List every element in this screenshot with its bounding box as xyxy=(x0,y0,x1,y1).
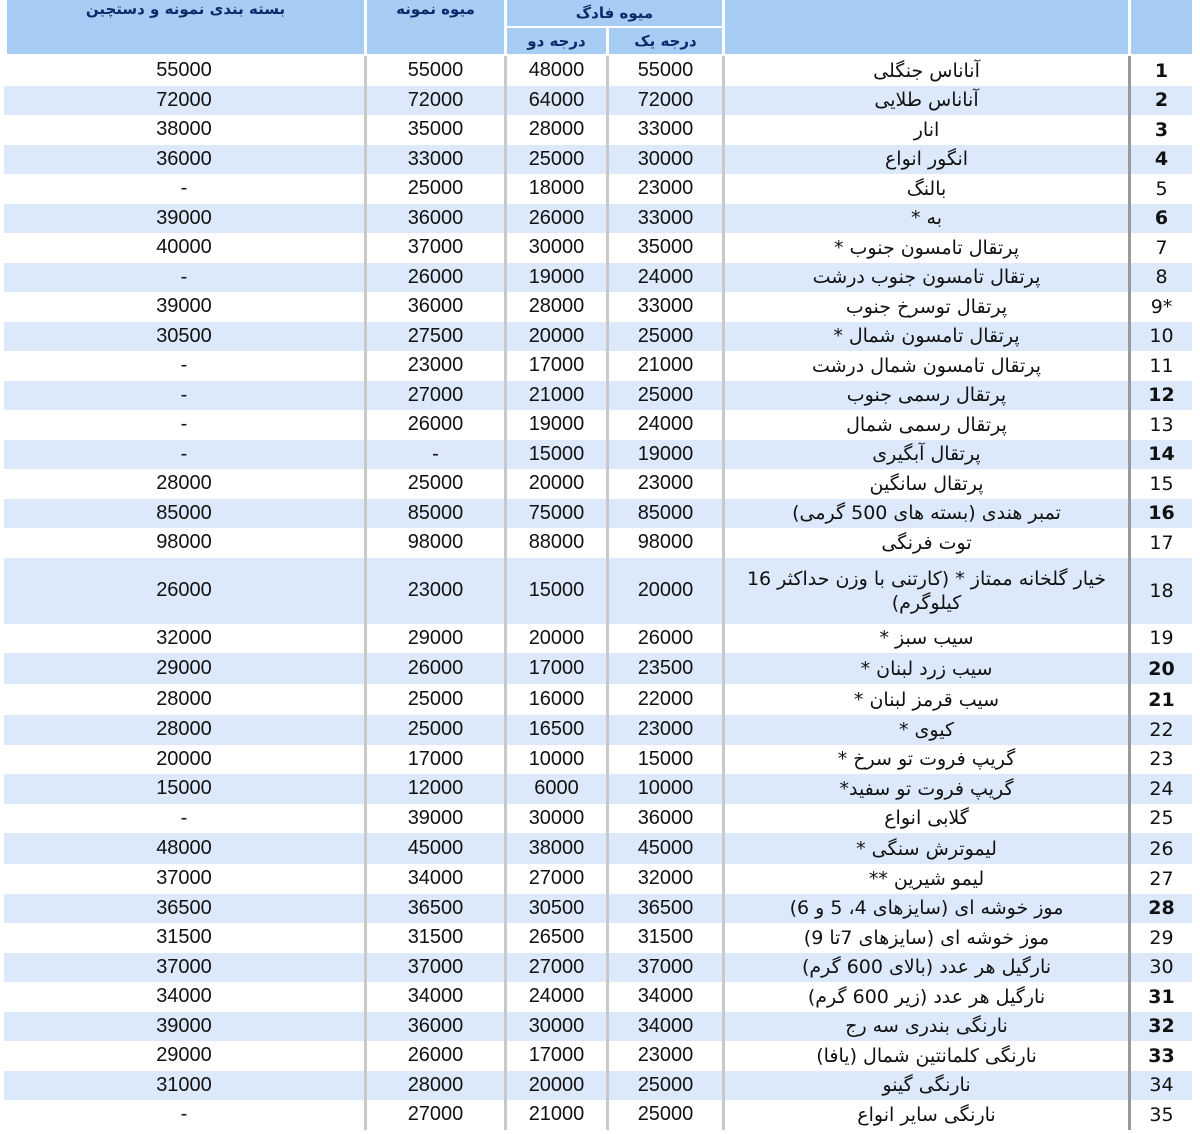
sample-price-cell: 55000 xyxy=(364,56,504,86)
grade1-price-cell: 34000 xyxy=(606,1012,722,1042)
table-row xyxy=(4,624,1192,654)
table-row xyxy=(4,145,1192,175)
packaged-price-cell: - xyxy=(4,263,364,293)
row-number-cell: 5 xyxy=(1128,174,1192,204)
row-number-cell: 17 xyxy=(1128,528,1192,558)
sample-price-cell: 23000 xyxy=(364,351,504,381)
row-number-cell: 13 xyxy=(1128,410,1192,440)
packaged-price-cell: 26000 xyxy=(4,558,364,624)
table-row xyxy=(4,1100,1192,1130)
grade1-price-cell: 36000 xyxy=(606,804,722,834)
header-fruit xyxy=(722,0,1128,56)
fruit-name-cell: آناناس جنگلی xyxy=(722,56,1128,86)
grade2-price-cell: 88000 xyxy=(504,528,606,558)
row-number-cell: 10 xyxy=(1128,322,1192,352)
row-number-cell: 35 xyxy=(1128,1100,1192,1130)
grade2-price-cell: 21000 xyxy=(504,381,606,411)
table-row xyxy=(4,953,1192,983)
fruit-name-cell: سیب سبز * xyxy=(722,624,1128,654)
fruit-name-cell: گریپ فروت تو سفید* xyxy=(722,774,1128,804)
packaged-price-cell: - xyxy=(4,440,364,470)
fruit-name-cell: پرتقال تامسون جنوب درشت xyxy=(722,263,1128,293)
grade2-price-cell: 17000 xyxy=(504,351,606,381)
fruit-name-cell: گریپ فروت تو سرخ * xyxy=(722,745,1128,775)
grade2-price-cell: 25000 xyxy=(504,145,606,175)
grade2-price-cell: 19000 xyxy=(504,410,606,440)
row-number-cell: 31 xyxy=(1128,982,1192,1012)
grade1-price-cell: 31500 xyxy=(606,923,722,953)
sample-price-cell: 25000 xyxy=(364,469,504,499)
table-row xyxy=(4,774,1192,804)
table-row xyxy=(4,833,1192,864)
fruit-name-cell: پرتقال تامسون جنوب * xyxy=(722,233,1128,263)
packaged-price-cell: 39000 xyxy=(4,1012,364,1042)
sample-price-cell: 26000 xyxy=(364,263,504,293)
fruit-name-cell: سیب قرمز لبنان * xyxy=(722,684,1128,715)
table-row xyxy=(4,528,1192,558)
row-number-cell: 3 xyxy=(1128,115,1192,145)
row-number-cell: 21 xyxy=(1128,684,1192,715)
table-row xyxy=(4,115,1192,145)
sample-price-cell: 72000 xyxy=(364,86,504,116)
grade1-price-cell: 25000 xyxy=(606,1100,722,1130)
sample-price-cell: 26000 xyxy=(364,410,504,440)
grade2-price-cell: 27000 xyxy=(504,953,606,983)
table-row xyxy=(4,1041,1192,1071)
fruit-name-cell: توت فرنگی xyxy=(722,528,1128,558)
grade1-price-cell: 98000 xyxy=(606,528,722,558)
row-number-cell: 1 xyxy=(1128,56,1192,86)
table-row xyxy=(4,864,1192,894)
row-number-cell: 16 xyxy=(1128,499,1192,529)
packaged-price-cell: 29000 xyxy=(4,1041,364,1071)
fruit-name-cell: لیمو شیرین ** xyxy=(722,864,1128,894)
grade1-price-cell: 33000 xyxy=(606,115,722,145)
sample-price-cell: 45000 xyxy=(364,833,504,864)
table-row xyxy=(4,233,1192,263)
row-number-cell: 33 xyxy=(1128,1041,1192,1071)
fruit-name-cell: سیب زرد لبنان * xyxy=(722,653,1128,684)
table-row xyxy=(4,86,1192,116)
grade2-price-cell: 27000 xyxy=(504,864,606,894)
grade1-price-cell: 25000 xyxy=(606,1071,722,1101)
row-number-cell: 29 xyxy=(1128,923,1192,953)
grade2-price-cell: 6000 xyxy=(504,774,606,804)
packaged-price-cell: 31500 xyxy=(4,923,364,953)
sample-price-cell: 36500 xyxy=(364,894,504,924)
row-number-cell: 4 xyxy=(1128,145,1192,175)
grade2-price-cell: 18000 xyxy=(504,174,606,204)
fruit-name-cell: نارگیل هر عدد (بالای 600 گرم) xyxy=(722,953,1128,983)
grade1-price-cell: 19000 xyxy=(606,440,722,470)
sample-price-cell: 98000 xyxy=(364,528,504,558)
fruit-name-cell: خیار گلخانه ممتاز * (کارتنی با وزن حداکثر 16 کیلوگرم) xyxy=(722,558,1128,624)
table-row xyxy=(4,1071,1192,1101)
grade1-price-cell: 23000 xyxy=(606,174,722,204)
packaged-price-cell: 31000 xyxy=(4,1071,364,1101)
row-number-cell: 2 xyxy=(1128,86,1192,116)
header-fresh-fruit: میوه فادگ xyxy=(504,0,722,28)
row-number-cell: 30 xyxy=(1128,953,1192,983)
packaged-price-cell: 29000 xyxy=(4,653,364,684)
fruit-name-cell: پرتقال تامسون شمال درشت xyxy=(722,351,1128,381)
grade2-price-cell: 48000 xyxy=(504,56,606,86)
grade2-price-cell: 30000 xyxy=(504,233,606,263)
table-row xyxy=(4,292,1192,322)
fruit-name-cell: پرتقال سانگین xyxy=(722,469,1128,499)
table-row xyxy=(4,351,1192,381)
packaged-price-cell: 34000 xyxy=(4,982,364,1012)
sample-price-cell: 28000 xyxy=(364,1071,504,1101)
grade1-price-cell: 33000 xyxy=(606,292,722,322)
grade1-price-cell: 26000 xyxy=(606,624,722,654)
grade2-price-cell: 30500 xyxy=(504,894,606,924)
packaged-price-cell: 15000 xyxy=(4,774,364,804)
sample-price-cell: 12000 xyxy=(364,774,504,804)
grade1-price-cell: 23000 xyxy=(606,715,722,745)
table-row xyxy=(4,558,1192,624)
sample-price-cell: 27000 xyxy=(364,1100,504,1130)
grade1-price-cell: 85000 xyxy=(606,499,722,529)
table-row xyxy=(4,499,1192,529)
packaged-price-cell: - xyxy=(4,351,364,381)
packaged-price-cell: 55000 xyxy=(4,56,364,86)
sample-price-cell: 85000 xyxy=(364,499,504,529)
fruit-name-cell: موز خوشه ای (سایزهای 4، 5 و 6) xyxy=(722,894,1128,924)
sample-price-cell: 17000 xyxy=(364,745,504,775)
row-number-cell: 23 xyxy=(1128,745,1192,775)
table-row xyxy=(4,56,1192,86)
grade2-price-cell: 20000 xyxy=(504,469,606,499)
packaged-price-cell: 40000 xyxy=(4,233,364,263)
row-number-cell: 24 xyxy=(1128,774,1192,804)
header-packaged: بسته بندی نمونه و دستچین xyxy=(4,0,364,56)
table-row xyxy=(4,894,1192,924)
grade1-price-cell: 55000 xyxy=(606,56,722,86)
row-number-cell: 27 xyxy=(1128,864,1192,894)
grade2-price-cell: 38000 xyxy=(504,833,606,864)
table-row xyxy=(4,982,1192,1012)
grade2-price-cell: 28000 xyxy=(504,292,606,322)
row-number-cell: 20 xyxy=(1128,653,1192,684)
table-row xyxy=(4,322,1192,352)
packaged-price-cell: - xyxy=(4,804,364,834)
grade1-price-cell: 21000 xyxy=(606,351,722,381)
table-header xyxy=(4,0,1192,56)
sample-price-cell: 35000 xyxy=(364,115,504,145)
sample-price-cell: 37000 xyxy=(364,233,504,263)
grade1-price-cell: 36500 xyxy=(606,894,722,924)
packaged-price-cell: 28000 xyxy=(4,715,364,745)
grade1-price-cell: 72000 xyxy=(606,86,722,116)
grade2-price-cell: 64000 xyxy=(504,86,606,116)
packaged-price-cell: 38000 xyxy=(4,115,364,145)
grade1-price-cell: 45000 xyxy=(606,833,722,864)
grade1-price-cell: 15000 xyxy=(606,745,722,775)
grade1-price-cell: 24000 xyxy=(606,263,722,293)
table-row xyxy=(4,381,1192,411)
packaged-price-cell: 72000 xyxy=(4,86,364,116)
fruit-name-cell: لیموترش سنگی * xyxy=(722,833,1128,864)
sample-price-cell: 33000 xyxy=(364,145,504,175)
sample-price-cell: 25000 xyxy=(364,715,504,745)
grade1-price-cell: 34000 xyxy=(606,982,722,1012)
packaged-price-cell: 37000 xyxy=(4,953,364,983)
sample-price-cell: 34000 xyxy=(364,864,504,894)
grade2-price-cell: 30000 xyxy=(504,1012,606,1042)
grade2-price-cell: 20000 xyxy=(504,322,606,352)
row-number-cell: *9 xyxy=(1128,292,1192,322)
fruit-name-cell: موز خوشه ای (سایزهای 7تا 9) xyxy=(722,923,1128,953)
fruit-name-cell: پرتقال رسمی جنوب xyxy=(722,381,1128,411)
sample-price-cell: 31500 xyxy=(364,923,504,953)
header-sample: میوه نمونه xyxy=(364,0,504,56)
row-number-cell: 32 xyxy=(1128,1012,1192,1042)
grade2-price-cell: 26500 xyxy=(504,923,606,953)
grade2-price-cell: 75000 xyxy=(504,499,606,529)
row-number-cell: 22 xyxy=(1128,715,1192,745)
sample-price-cell: 25000 xyxy=(364,684,504,715)
fruit-name-cell: انگور انواع xyxy=(722,145,1128,175)
grade2-price-cell: 30000 xyxy=(504,804,606,834)
row-number-cell: 12 xyxy=(1128,381,1192,411)
grade2-price-cell: 16500 xyxy=(504,715,606,745)
grade2-price-cell: 15000 xyxy=(504,440,606,470)
grade1-price-cell: 30000 xyxy=(606,145,722,175)
fruit-name-cell: تمبر هندی (بسته های 500 گرمی) xyxy=(722,499,1128,529)
grade2-price-cell: 20000 xyxy=(504,1071,606,1101)
table-row xyxy=(4,263,1192,293)
sample-price-cell: 39000 xyxy=(364,804,504,834)
grade1-price-cell: 20000 xyxy=(606,558,722,624)
fruit-name-cell: پرتقال آبگیری xyxy=(722,440,1128,470)
grade2-price-cell: 28000 xyxy=(504,115,606,145)
table-row xyxy=(4,469,1192,499)
packaged-price-cell: 30500 xyxy=(4,322,364,352)
sample-price-cell: 29000 xyxy=(364,624,504,654)
packaged-price-cell: 98000 xyxy=(4,528,364,558)
fruit-name-cell: نارنگی کلمانتین شمال (یافا) xyxy=(722,1041,1128,1071)
grade1-price-cell: 37000 xyxy=(606,953,722,983)
sample-price-cell: 27000 xyxy=(364,381,504,411)
grade2-price-cell: 15000 xyxy=(504,558,606,624)
table-row xyxy=(4,653,1192,684)
fruit-name-cell: نارگیل هر عدد (زیر 600 گرم) xyxy=(722,982,1128,1012)
fruit-name-cell: انار xyxy=(722,115,1128,145)
fruit-name-cell: کیوی * xyxy=(722,715,1128,745)
table-body xyxy=(4,56,1192,1130)
header-grade1: درجه یک xyxy=(606,28,722,56)
table-row xyxy=(4,440,1192,470)
grade2-price-cell: 24000 xyxy=(504,982,606,1012)
header-row-number xyxy=(1128,0,1192,56)
grade1-price-cell: 24000 xyxy=(606,410,722,440)
table-row xyxy=(4,923,1192,953)
fruit-name-cell: به * xyxy=(722,204,1128,234)
sample-price-cell: 36000 xyxy=(364,204,504,234)
sample-price-cell: 36000 xyxy=(364,1012,504,1042)
packaged-price-cell: - xyxy=(4,381,364,411)
table-row xyxy=(4,804,1192,834)
packaged-price-cell: 48000 xyxy=(4,833,364,864)
row-number-cell: 19 xyxy=(1128,624,1192,654)
grade1-price-cell: 22000 xyxy=(606,684,722,715)
table-row xyxy=(4,204,1192,234)
row-number-cell: 28 xyxy=(1128,894,1192,924)
grade1-price-cell: 35000 xyxy=(606,233,722,263)
sample-price-cell: 25000 xyxy=(364,174,504,204)
packaged-price-cell: 85000 xyxy=(4,499,364,529)
sample-price-cell: 37000 xyxy=(364,953,504,983)
packaged-price-cell: 39000 xyxy=(4,204,364,234)
grade2-price-cell: 17000 xyxy=(504,1041,606,1071)
fruit-name-cell: گلابی انواع xyxy=(722,804,1128,834)
grade1-price-cell: 23000 xyxy=(606,1041,722,1071)
packaged-price-cell: 32000 xyxy=(4,624,364,654)
grade2-price-cell: 10000 xyxy=(504,745,606,775)
row-number-cell: 11 xyxy=(1128,351,1192,381)
sample-price-cell: 36000 xyxy=(364,292,504,322)
sample-price-cell: 26000 xyxy=(364,653,504,684)
grade2-price-cell: 20000 xyxy=(504,624,606,654)
packaged-price-cell: 28000 xyxy=(4,469,364,499)
grade1-price-cell: 10000 xyxy=(606,774,722,804)
sample-price-cell: 34000 xyxy=(364,982,504,1012)
fruit-name-cell: بالنگ xyxy=(722,174,1128,204)
packaged-price-cell: 39000 xyxy=(4,292,364,322)
fruit-name-cell: نارنگی سایر انواع xyxy=(722,1100,1128,1130)
table-row xyxy=(4,715,1192,745)
row-number-cell: 34 xyxy=(1128,1071,1192,1101)
price-table xyxy=(4,0,1192,1130)
packaged-price-cell: 37000 xyxy=(4,864,364,894)
grade2-price-cell: 26000 xyxy=(504,204,606,234)
table-row xyxy=(4,684,1192,715)
grade1-price-cell: 25000 xyxy=(606,322,722,352)
row-number-cell: 7 xyxy=(1128,233,1192,263)
fruit-name-cell: پرتقال توسرخ جنوب xyxy=(722,292,1128,322)
sample-price-cell: 26000 xyxy=(364,1041,504,1071)
grade1-price-cell: 23000 xyxy=(606,469,722,499)
fruit-name-cell: نارنگی بندری سه رج xyxy=(722,1012,1128,1042)
packaged-price-cell: 36000 xyxy=(4,145,364,175)
fruit-name-cell: آناناس طلایی xyxy=(722,86,1128,116)
fruit-name-cell: نارنگی گینو xyxy=(722,1071,1128,1101)
grade1-price-cell: 33000 xyxy=(606,204,722,234)
row-number-cell: 25 xyxy=(1128,804,1192,834)
row-number-cell: 6 xyxy=(1128,204,1192,234)
grade1-price-cell: 23500 xyxy=(606,653,722,684)
sample-price-cell: 23000 xyxy=(364,558,504,624)
fruit-name-cell: پرتقال تامسون شمال * xyxy=(722,322,1128,352)
grade2-price-cell: 17000 xyxy=(504,653,606,684)
row-number-cell: 14 xyxy=(1128,440,1192,470)
grade2-price-cell: 21000 xyxy=(504,1100,606,1130)
grade2-price-cell: 19000 xyxy=(504,263,606,293)
row-number-cell: 15 xyxy=(1128,469,1192,499)
sample-price-cell: - xyxy=(364,440,504,470)
grade2-price-cell: 16000 xyxy=(504,684,606,715)
packaged-price-cell: 20000 xyxy=(4,745,364,775)
grade1-price-cell: 25000 xyxy=(606,381,722,411)
packaged-price-cell: - xyxy=(4,174,364,204)
packaged-price-cell: - xyxy=(4,1100,364,1130)
row-number-cell: 8 xyxy=(1128,263,1192,293)
packaged-price-cell: 36500 xyxy=(4,894,364,924)
fruit-name-cell: پرتقال رسمی شمال xyxy=(722,410,1128,440)
table-row xyxy=(4,174,1192,204)
table-row xyxy=(4,745,1192,775)
row-number-cell: 26 xyxy=(1128,833,1192,864)
header-grade2: درجه دو xyxy=(504,28,606,56)
table-row xyxy=(4,1012,1192,1042)
packaged-price-cell: 28000 xyxy=(4,684,364,715)
table-row xyxy=(4,410,1192,440)
sample-price-cell: 27500 xyxy=(364,322,504,352)
row-number-cell: 18 xyxy=(1128,558,1192,624)
grade1-price-cell: 32000 xyxy=(606,864,722,894)
packaged-price-cell: - xyxy=(4,410,364,440)
